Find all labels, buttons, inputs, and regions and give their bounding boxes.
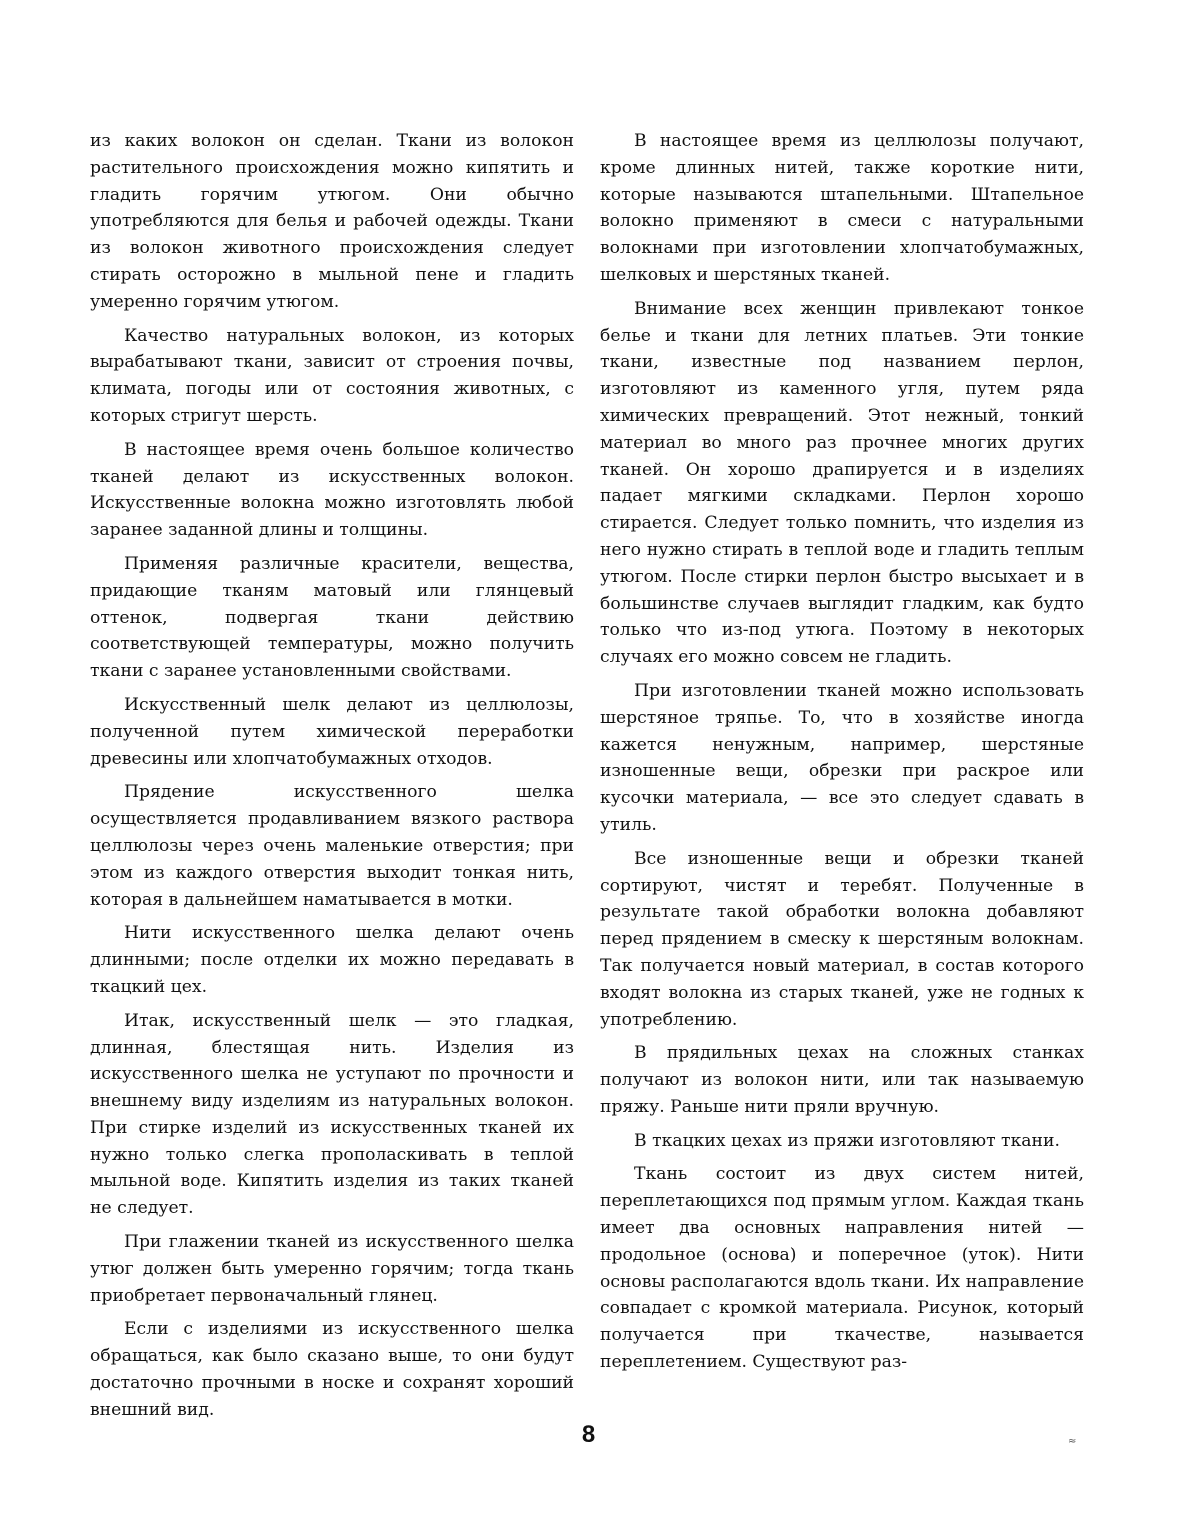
paragraph: Искусственный шелк делают из целлюлозы, полученной путем химической переработки древесины или хлопчатобумажных отходов. [90,694,574,769]
paragraph: Ткань состоит из двух систем нитей, переплетающихся под прямым углом. Каждая ткань имеет два основных направления нитей — продольное (основа) и поперечное (уток). Нити основы располагаются вдоль ткани. Их направление совпадает с кромкой материала. Рисунок, который получается при ткачестве, называется переплетением. Существуют раз- [600,1164,1084,1373]
paragraph: В прядильных цехах на сложных станках получают из волокон нити, или так называемую пряжу. Раньше нити пряли вручную. [600,1043,1084,1117]
paragraph: Все изношенные вещи и обрезки тканей сортируют, чистят и теребят. Полученные в результате такой обработки волокна добавляют перед прядением в смеску к шерстяным волокнам. Так получается новый материал, в состав которого входят волокна из старых тканей, уже не годных к употреблению. [600,848,1084,1030]
paragraph: В настоящее время из целлюлозы получают, кроме длинных нитей, также короткие нити, которые называются штапельными. Штапельное волокно применяют в смеси с натуральными волокнами при изготовлении хлопчатобумажных, шелковых и шерстяных тканей. [600,131,1084,285]
paragraph: В ткацких цехах из пряжи изготовляют ткани. [634,1130,1060,1151]
paragraph: Прядение искусственного шелка осуществляется продавливанием вязкого раствора целлюлозы через очень маленькие отверстия; при этом из каждого отверстия выходит тонкая нить, которая в дальнейшем наматывается в мотки. [90,782,574,910]
paragraph: Качество натуральных волокон, из которых вырабатывают ткани, зависит от строения почвы, климата, погоды или от состояния животных, с которых стригут шерсть. [90,325,574,426]
paragraph: Итак, искусственный шелк — это гладкая, длинная, блестящая нить. Изделия из искусственного шелка не уступают по прочности и внешнему виду изделиям из натуральных волокон. При стирке изделий из искусственных тканей их нужно только слегка прополаскивать в теплой мыльной воде. Кипятить изделия из таких тканей не следует. [90,1010,574,1219]
page-number: 8 [581,1421,597,1448]
paragraph: При изготовлении тканей можно использовать шерстяное тряпье. То, что в хозяйстве иногда кажется ненужным, например, шерстяные изношенные вещи, обрезки при раскрое или кусочки материала, — все это следует сдавать в утиль. [600,680,1084,835]
ink-smudge-icon: ≈ [1068,1436,1077,1447]
paragraph: Применяя различные красители, вещества, придающие тканям матовый или глянцевый оттенок, подвергая ткани действию соответствующей температуры, можно получить ткани с заранее установленными свойствами. [90,553,574,682]
left-column [90,128,574,1431]
paragraph: Нити искусственного шелка делают очень длинными; после отделки их можно передавать в ткацкий цех. [90,923,574,997]
paragraph: Если с изделиями из искусственного шелка обращаться, как было сказано выше, то они будут достаточно прочными в носке и сохранят хороший внешний вид. [90,1319,574,1420]
paragraph: Внимание всех женщин привлекают тонкое белье и ткани для летних платьев. Эти тонкие ткани, известные под названием перлон, изготовляют из каменного угля, путем ряда химических превращений. Этот нежный, тонкий материал во много раз прочнее многих других тканей. Он хорошо драпируется и в изделиях падает мягкими складками. Перлон хорошо стирается. Следует только помнить, что изделия из него нужно стирать в теплой воде и гладить теплым утюгом. После стирки перлон быстро высыхает и в большинстве случаев выглядит гладким, как будто только что из-под утюга. Поэтому в некоторых случаях его можно совсем не гладить. [600,298,1084,668]
right-column [600,128,1084,1383]
paragraph: В настоящее время очень большое количество тканей делают из искусственных волокон. Искусственные волокна можно изготовлять любой заранее заданной длины и толщины. [90,439,574,541]
paragraph: При глажении тканей из искусственного шелка утюг должен быть умеренно горячим; тогда ткань приобретает первоначальный глянец. [90,1232,574,1306]
paragraph: из каких волокон он сделан. Ткани из волокон растительного происхождения можно кипятить и гладить горячим утюгом. Они обычно употребляются для белья и рабочей одежды. Ткани из волокон животного происхождения следует стирать осторожно в мыльной пене и гладить умеренно горячим утюгом. [90,131,574,312]
